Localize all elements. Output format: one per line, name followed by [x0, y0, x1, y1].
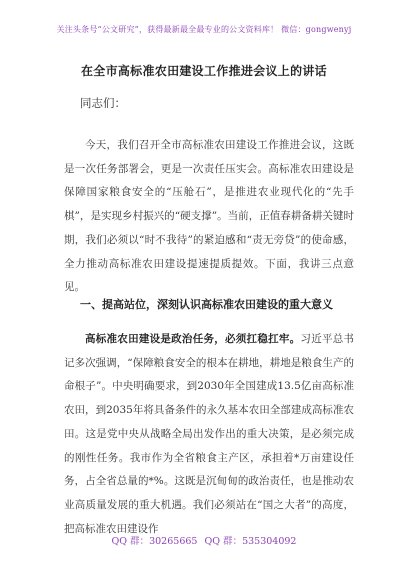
salutation: 同志们： [80, 96, 126, 110]
document-title: 在全市高标准农田建设工作推进会议上的讲话 [80, 64, 327, 78]
section-1-heading: 一、提高站位，深刻认识高标准农田建设的重大意义 [80, 298, 333, 311]
section-1-lead-sentence: 高标准农田建设是政治任务，必须扛稳扛牢。 [85, 333, 301, 345]
footer-qq-group-1: QQ 群：30265665 [111, 536, 198, 547]
footer-contact [0, 533, 408, 547]
header-promo-banner: 关注头条号“公文研究”，获得最新最全最专业的公文资料库！ 微信：gongwenyj [56, 25, 352, 34]
section-1-body-text: 习近平总书记多次强调，“保障粮食安全的根本在耕地，耕地是粮食生产的命根子”。中央明确要求，到2030年全国建成13.5亿亩高标准农田，到2035年将具备条件的永久基本农田全部建成高标准农田。这是党中央从战略全局出发作出的重大决策，是必须完成的刚性任务。我市作为全省粮食主产区，承担着*万亩建设任务，占全省总量的*%。这既是沉甸甸的政治责任，也是推动农业高质量发展的重大机遇。我们必须站在“国之大者”的高度，把高标准农田建设作 [64, 333, 355, 535]
section-1-paragraph [64, 328, 354, 541]
intro-paragraph: 今天，我们召开全市高标准农田建设工作推进会议，这既是一次任务部署会，更是一次责任压实会。高标准农田建设是保障国家粮食安全的“压舱石”，是推进农业现代化的“先手棋”，是实现乡村振兴的“硬支撑”。当前，正值春耕备耕关键时期，我们必须以“时不我待”的紧迫感和“责无旁贷”的使命感，全力推动高标准农田建设提速提质提效。下面，我讲三点意见。 [64, 139, 354, 294]
footer-qq-group-2: QQ 群：535304092 [204, 536, 297, 547]
